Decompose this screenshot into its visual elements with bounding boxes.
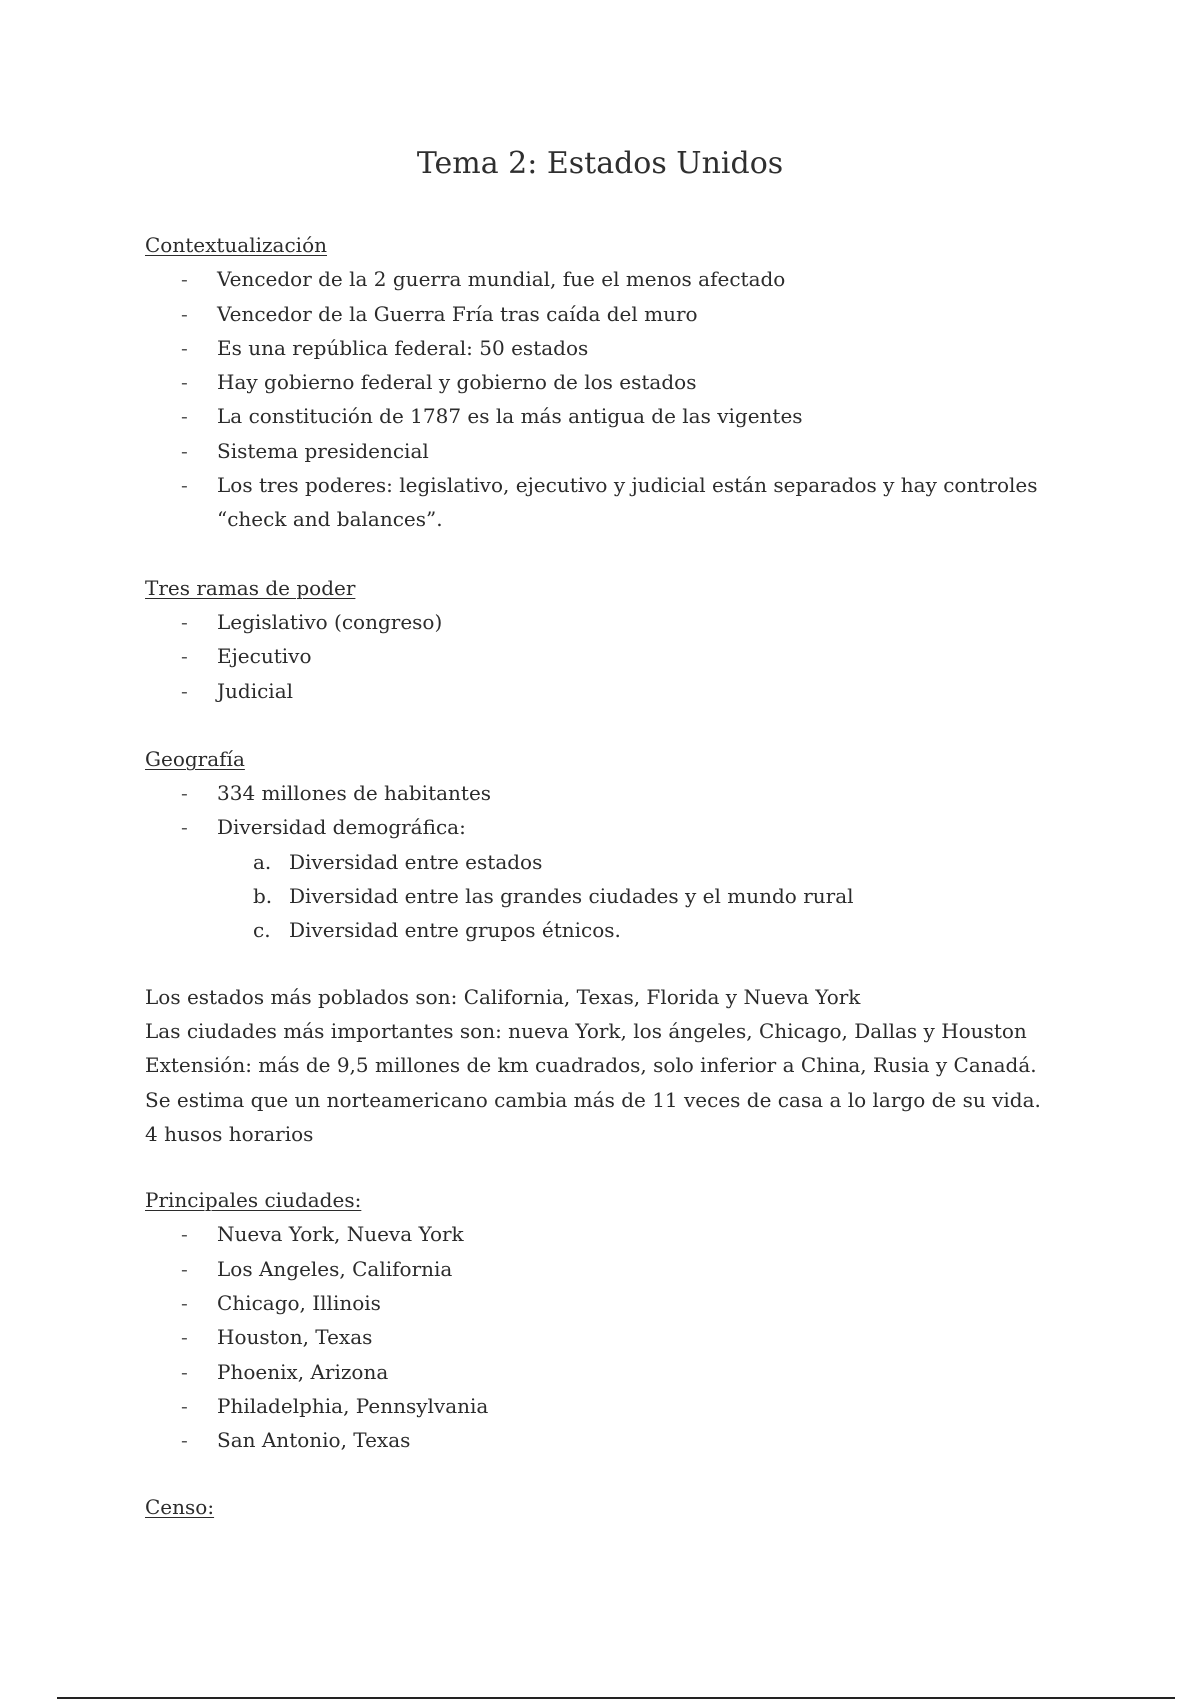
list-item: - Legislativo (congreso) [145,605,1065,639]
dash-bullet: - [181,1222,188,1247]
dash-bullet: - [181,781,188,806]
dash-bullet: - [181,267,188,292]
contextualizacion-list [145,262,1065,536]
list-item: - Vencedor de la Guerra Fría tras caída del muro [145,297,1065,331]
dash-bullet: - [181,1393,188,1418]
list-item: - Los tres poderes: legislativo, ejecutivo y judicial están separados y hay controles “check and balances”. [145,468,1065,537]
list-item: - Phoenix, Arizona [145,1355,1065,1389]
section-heading-contextualizacion: Contextualización [145,233,327,257]
section-heading-geografia: Geografía [145,746,245,771]
dash-bullet: - [181,301,188,326]
dash-bullet: - [181,1359,188,1384]
list-item: - Nueva York, Nueva York [145,1217,1065,1251]
dash-bullet: - [181,1325,188,1350]
list-item: - Vencedor de la 2 guerra mundial, fue el menos afectado [145,262,1065,296]
spacer [145,537,1065,571]
list-item: - Diversidad demográfica: [145,810,1065,844]
dash-bullet: - [181,1291,188,1316]
dash-bullet: - [181,438,188,463]
list-item: - Los Angeles, California [145,1252,1065,1286]
dash-bullet: - [181,609,188,634]
sublist-marker: c. [253,918,271,943]
dash-bullet: - [181,404,188,429]
list-item: - Judicial [145,674,1065,708]
paragraph: Los estados más poblados son: California, Texas, Florida y Nueva York [145,984,861,1009]
geografia-list [145,776,1065,845]
sublist-item: a. Diversidad entre estados [145,845,1065,879]
list-item: - Es una república federal: 50 estados [145,331,1065,365]
spacer [145,1458,1065,1490]
list-item: - 334 millones de habitantes [145,776,1065,810]
dash-bullet: - [181,1256,188,1281]
spacer [145,1151,1065,1183]
ramas-list [145,605,1065,708]
section-heading-ramas: Tres ramas de poder [145,575,356,600]
spacer [145,948,1065,980]
list-item: - Hay gobierno federal y gobierno de los estados [145,365,1065,399]
section-heading-ciudades: Principales ciudades: [145,1188,362,1213]
list-item: - Sistema presidencial [145,434,1065,468]
list-item: - San Antonio, Texas [145,1423,1065,1457]
list-item: - Philadelphia, Pennsylvania [145,1389,1065,1423]
dash-bullet: - [181,644,188,669]
paragraph: Las ciudades más importantes son: nueva York, los ángeles, Chicago, Dallas y Houston [145,1018,1027,1043]
sublist-marker: a. [253,849,272,874]
document-body [145,228,1065,1524]
page-title: Tema 2: Estados Unidos [416,146,784,181]
dash-bullet: - [181,335,188,360]
paragraph: 4 husos horarios [145,1121,314,1146]
dash-bullet: - [181,473,188,498]
page-bottom-rule [57,1697,1175,1699]
paragraph: Extensión: más de 9,5 millones de km cuadrados, solo inferior a China, Rusia y Canadá. [145,1053,1037,1078]
dash-bullet: - [181,370,188,395]
sublist-item: c. Diversidad entre grupos étnicos. [145,913,1065,947]
paragraph: Se estima que un norteamericano cambia más de 11 veces de casa a lo largo de su vida. [145,1087,1041,1112]
section-heading-censo: Censo: [145,1494,215,1519]
list-item: - Houston, Texas [145,1320,1065,1354]
spacer [145,708,1065,742]
dash-bullet: - [181,1428,188,1453]
list-item: - Ejecutivo [145,639,1065,673]
list-item: - La constitución de 1787 es la más antigua de las vigentes [145,399,1065,433]
sublist-marker: b. [253,884,273,909]
diversidad-sublist [145,845,1065,948]
dash-bullet: - [181,815,188,840]
dash-bullet: - [181,678,188,703]
sublist-item: b. Diversidad entre las grandes ciudades y el mundo rural [145,879,1065,913]
ciudades-list [145,1217,1065,1457]
list-item: - Chicago, Illinois [145,1286,1065,1320]
